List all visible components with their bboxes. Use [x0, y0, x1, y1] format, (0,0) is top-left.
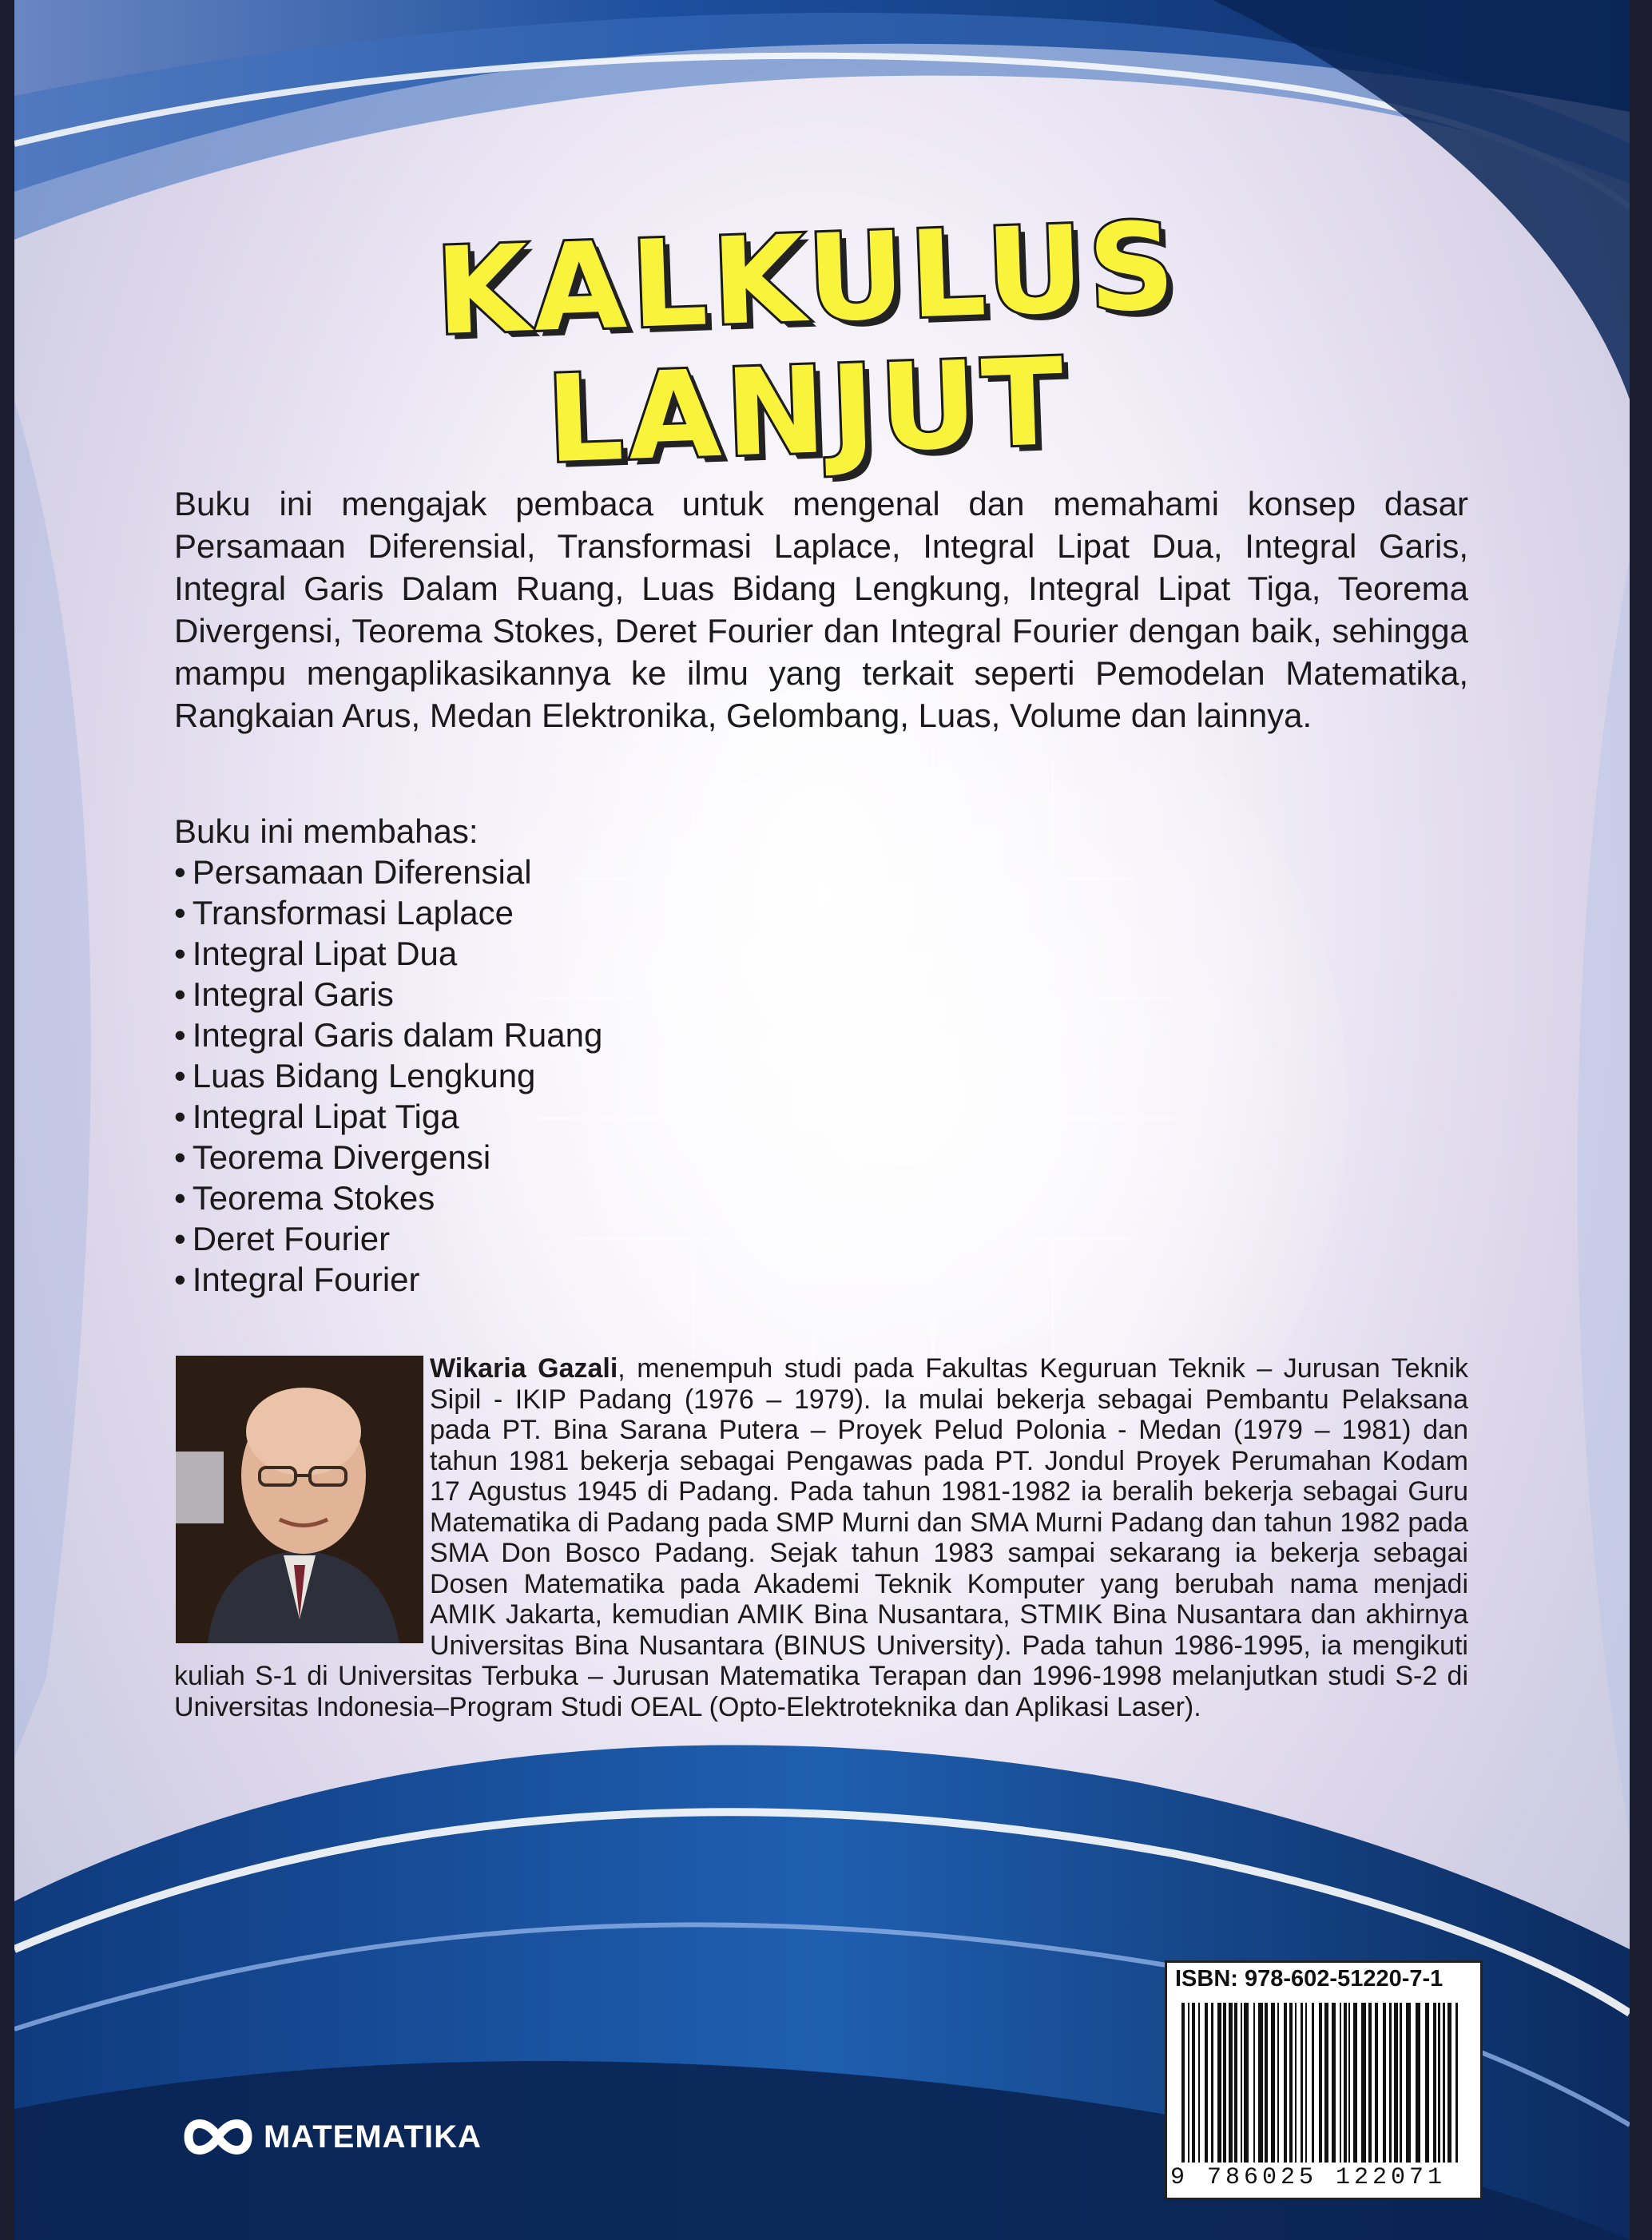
barcode-bar	[1284, 2003, 1287, 2163]
barcode-bar	[1389, 2003, 1392, 2163]
barcode-bar	[1400, 2003, 1402, 2163]
barcode-bar	[1229, 2003, 1233, 2163]
barcode-bar	[1271, 2003, 1275, 2163]
barcode-bar	[1438, 2003, 1440, 2163]
barcode-bar	[1258, 2003, 1263, 2163]
topic-item: • Deret Fourier	[174, 1218, 893, 1259]
barcode-bar	[1447, 2003, 1451, 2163]
topic-item: • Teorema Stokes	[174, 1178, 893, 1218]
author-bio-text: , menempuh studi pada Fakultas Keguruan Teknik – Jurusan Teknik Sipil - IKIP Padang (1976 – 1979). Ia mulai bekerja sebagai Pembantu Pelaksana pada PT. Bina Sarana Putera – Proyek Pelud Polonia - Medan (1979 – 1981) dan tahun 1981 bekerja sebagai Pengawas pada PT. Jondul Proyek Perumahan Kodam 17 Agustus 1945 di Padang. Pada tahun 1981-1982 ia beralih bekerja sebagai Guru Matematika di Padang pada SMP Murni dan SMA Murni Padang dan tahun 1982 pada SMA Don Bosco Padang. Sejak tahun 1983 sampai sekarang ia bekerja sebagai Dosen Matematika pada Akademi Teknik Komputer yang berubah nama menjadi AMIK Jakarta, kemudian AMIK Bina Nusantara, STMIK Bina Nusantara dan akhirnya Universitas Bina Nusantara (BINUS University). Pada tahun 1986-1995, ia mengikuti kuliah S-1 di Universitas Terbuka – Jurusan Matematika Terapan dan 1996-1998 melanjutkan studi S-2 di Universitas Indonesia–Program Studi OEAL (Opto-Elektroteknika dan Aplikasi Laser).	[174, 1353, 1469, 1722]
barcode-bar	[1217, 2003, 1221, 2163]
infinity-logo-icon	[184, 2115, 252, 2159]
barcode-bar	[1289, 2003, 1293, 2163]
barcode-bar	[1319, 2003, 1322, 2163]
isbn-label: ISBN: 978-602-51220-7-1	[1175, 1966, 1444, 1992]
barcode-bar	[1324, 2003, 1328, 2163]
topic-item: • Integral Lipat Dua	[174, 933, 893, 974]
book-title	[0, 197, 1615, 490]
barcode-bar	[1181, 2003, 1185, 2163]
barcode-bar	[1340, 2003, 1341, 2163]
author-bio	[174, 1353, 1468, 1722]
book-title-line-1: KALKULUS	[433, 197, 1182, 363]
topic-item: • Luas Bidang Lengkung	[174, 1055, 893, 1096]
barcode-bar	[1361, 2003, 1366, 2163]
barcode-bar	[1295, 2003, 1297, 2163]
barcode-bar	[1277, 2003, 1279, 2163]
barcode-bar	[1433, 2003, 1436, 2163]
barcode-digits: 9 786025 122071	[1170, 2164, 1447, 2191]
barcode-icon	[1181, 2003, 1466, 2163]
barcode-bar	[1348, 2003, 1350, 2163]
barcode-bar	[1188, 2003, 1189, 2163]
barcode-bar	[1455, 2003, 1458, 2163]
topic-item: • Integral Fourier	[174, 1259, 893, 1300]
topic-item: • Integral Lipat Tiga	[174, 1096, 893, 1137]
barcode-bar	[1241, 2003, 1242, 2163]
topic-item: • Persamaan Diferensial	[174, 852, 893, 892]
barcode-bar	[1443, 2003, 1445, 2163]
barcode-bar	[1416, 2003, 1420, 2163]
barcode-bar	[1368, 2003, 1372, 2163]
barcode-bar	[1192, 2003, 1195, 2163]
barcode-bar	[1223, 2003, 1226, 2163]
topics-heading: Buku ini membahas:	[174, 812, 479, 850]
barcode-bar	[1332, 2003, 1336, 2163]
topic-item: • Teorema Divergensi	[174, 1137, 893, 1178]
author-name: Wikaria Gazali	[430, 1353, 618, 1384]
topic-item: • Transformasi Laplace	[174, 892, 893, 933]
barcode-bar	[1406, 2003, 1411, 2163]
topic-item: • Integral Garis dalam Ruang	[174, 1015, 893, 1055]
barcode-bar	[1205, 2003, 1208, 2163]
barcode-bar	[1244, 2003, 1249, 2163]
barcode-bar	[1425, 2003, 1429, 2163]
barcode-bar	[1301, 2003, 1303, 2163]
book-title-line-2: LANJUT	[544, 332, 1071, 490]
barcode-bar	[1383, 2003, 1386, 2163]
barcode-bar	[1253, 2003, 1255, 2163]
topics-list	[174, 852, 893, 1300]
barcode-bar	[1305, 2003, 1307, 2163]
topic-item: • Integral Garis	[174, 974, 893, 1015]
barcode-bar	[1375, 2003, 1378, 2163]
barcode-bar	[1234, 2003, 1237, 2163]
barcode-bar	[1312, 2003, 1314, 2163]
barcode-bar	[1211, 2003, 1213, 2163]
barcode-bar	[1394, 2003, 1398, 2163]
barcode-bar	[1353, 2003, 1357, 2163]
barcode-bar	[1265, 2003, 1268, 2163]
book-description: Buku ini mengajak pembaca untuk mengenal dan memahami konsep dasar Persamaan Diferensial, Transformasi Laplace, Integral Lipat Dua, Integral Garis, Integral Garis Dalam Ruang, Luas Bidang Lengkung, Integral Lipat Tiga, Teorema Divergensi, Teorema Stokes, Deret Fourier dan Integral Fourier dengan baik, sehingga mampu mengaplikasikannya ke ilmu yang terkait seperti Pemodelan Matematika, Rangkaian Arus, Medan Elektronika, Gelombang, Luas, Volume dan lainnya.	[174, 485, 1468, 734]
topics-section	[174, 811, 893, 1300]
publisher-logo	[184, 2113, 482, 2161]
publisher-name: MATEMATIKA	[264, 2119, 482, 2155]
barcode-bar	[1198, 2003, 1200, 2163]
barcode-bar	[1344, 2003, 1347, 2163]
isbn-barcode	[1165, 1960, 1483, 2200]
